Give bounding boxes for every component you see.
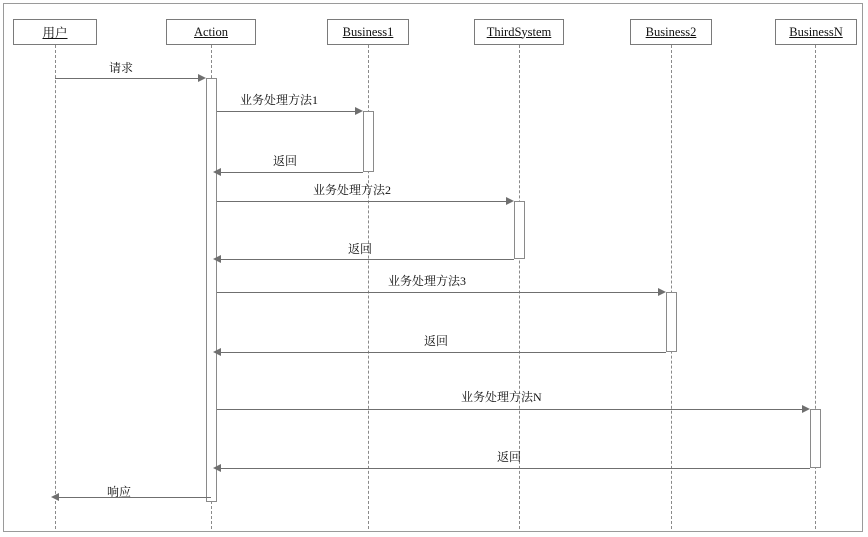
arrowhead-right-icon	[658, 288, 666, 296]
arrowhead-left-icon	[213, 348, 221, 356]
message-label-thirdsystem-call: 业务处理方法2	[313, 183, 392, 197]
message-label-response: 响应	[107, 485, 132, 499]
message-line-business1-call	[217, 111, 360, 112]
lifeline-business2	[671, 45, 672, 529]
arrowhead-left-icon	[213, 168, 221, 176]
participant-label-thirdsystem: ThirdSystem	[486, 24, 552, 39]
arrowhead-right-icon	[198, 74, 206, 82]
participant-box-businessn[interactable]	[775, 19, 857, 45]
message-label-businessn-call: 业务处理方法N	[461, 390, 542, 404]
arrowhead-right-icon	[802, 405, 810, 413]
participant-box-business1[interactable]	[327, 19, 409, 45]
participant-box-business2[interactable]	[630, 19, 712, 45]
participant-label-user: 用户	[42, 26, 68, 40]
message-line-businessn-return	[217, 468, 810, 469]
message-line-thirdsystem-return	[217, 259, 514, 260]
lifeline-user	[55, 45, 56, 529]
message-label-business2-call: 业务处理方法3	[388, 274, 467, 288]
message-label-thirdsystem-return: 返回	[348, 242, 373, 256]
message-line-request	[55, 78, 203, 79]
participant-box-user[interactable]	[13, 19, 97, 45]
arrowhead-left-icon	[51, 493, 59, 501]
activation-bar-businessn	[810, 409, 821, 468]
arrowhead-left-icon	[213, 255, 221, 263]
arrowhead-right-icon	[506, 197, 514, 205]
activation-bar-action	[206, 78, 217, 502]
arrowhead-right-icon	[355, 107, 363, 115]
participant-label-business1: Business1	[342, 24, 394, 39]
activation-bar-thirdsystem	[514, 201, 525, 259]
message-line-response	[55, 497, 211, 498]
message-line-business1-return	[217, 172, 363, 173]
diagram-frame	[3, 3, 863, 532]
message-label-request: 请求	[109, 61, 134, 75]
activation-bar-business2	[666, 292, 677, 352]
message-line-businessn-call	[217, 409, 807, 410]
participant-label-action: Action	[193, 24, 229, 39]
message-line-business2-call	[217, 292, 663, 293]
message-label-business1-call: 业务处理方法1	[240, 93, 319, 107]
participant-box-thirdsystem[interactable]	[474, 19, 564, 45]
message-label-business1-return: 返回	[273, 154, 298, 168]
participant-label-business2: Business2	[645, 24, 697, 39]
message-label-business2-return: 返回	[424, 334, 449, 348]
message-label-businessn-return: 返回	[497, 450, 522, 464]
participant-label-businessn: BusinessN	[789, 24, 843, 39]
participant-box-action[interactable]	[166, 19, 256, 45]
message-line-business2-return	[217, 352, 666, 353]
arrowhead-left-icon	[213, 464, 221, 472]
message-line-thirdsystem-call	[217, 201, 511, 202]
activation-bar-business1	[363, 111, 374, 172]
